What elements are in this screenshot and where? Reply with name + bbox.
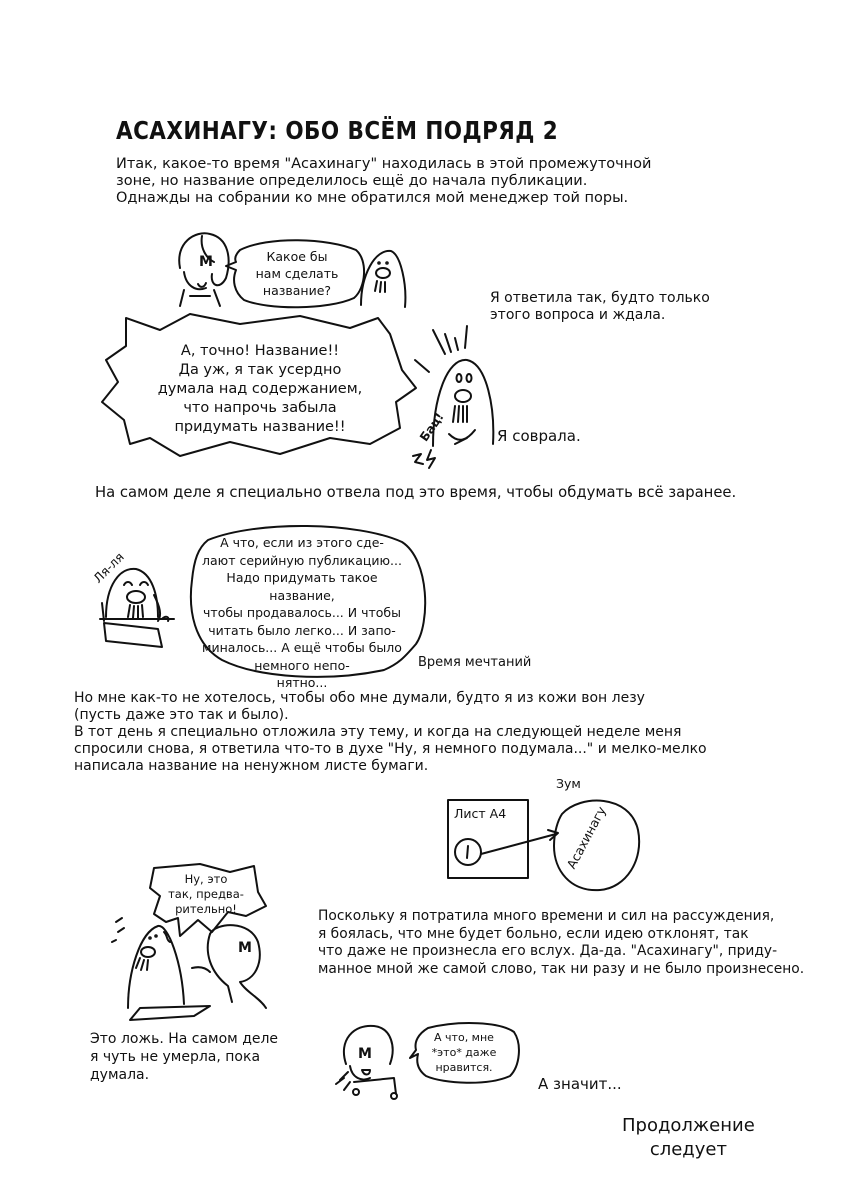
author-surprised-icon xyxy=(395,318,505,468)
author-character-icon xyxy=(355,245,410,310)
sheet-and-zoom-icon xyxy=(440,790,640,890)
manager-smiling-icon xyxy=(330,1020,420,1100)
middle-paragraph: Но мне как-то не хотелось, чтобы обо мне думали, будто я из кожи вон лезу (пусть даже это так и было). В тот день я специально отложила эту тему, и когда на следующей неделе меня спросили снова, я ответила что-то в духе "Ну, я немного подумала..." и мелко-мелко написала название на ненужном листе бумаги. xyxy=(74,690,707,774)
explanation-paragraph: Поскольку я потратила много времени и сил на рассуждения, я боялась, что мне будет больно, если идею отклонят, так что даже не произнесла его вслух. Да-да. "Асахинагу", приду- манное мной же самой слово, так ни разу и не было произнесено. xyxy=(318,908,805,977)
lala-sound-effect: Ля-ля xyxy=(90,549,127,586)
zoomed-title-text: Асахинагу xyxy=(563,803,609,872)
intro-paragraph: Итак, какое-то время "Асахинагу" находилась в этой промежуточной зоне, но название определилось ещё до начала публикации. Однажды на собрании ко мне обратился мой менеджер той поры. xyxy=(116,156,652,206)
preliminary-speech-bubble: Ну, это так, предва- рительно! xyxy=(168,872,244,916)
daydream-caption: Время мечтаний xyxy=(418,655,532,670)
shout-speech-bubble: А, точно! Название!! Да уж, я так усердно думала над содержанием, что напрочь забыла придумать название!! xyxy=(157,343,363,435)
lie-caption: Я соврала. xyxy=(497,427,581,445)
manager-label: M xyxy=(358,1046,372,1062)
zoom-label: Зум xyxy=(556,776,581,791)
sheet-label: Лист А4 xyxy=(454,806,507,821)
page-title: АСАХИНАГУ: ОБО ВСЁМ ПОДРЯД 2 xyxy=(116,116,559,145)
manager-label: M xyxy=(238,940,252,956)
daydream-thought-bubble: А что, если из этого сде- лают серийную публикацию... Надо придумать такое название, чтобы продавалось... И чтобы читать было легко... И запо- миналось... А ещё чтобы было немного непо- нятно... xyxy=(202,535,402,690)
lie-paragraph: Это ложь. На самом деле я чуть не умерла, пока думала. xyxy=(90,1031,279,1083)
reply-caption: Я ответила так, будто только этого вопроса и ждала. xyxy=(490,290,710,323)
manager-likes-speech-bubble: А что, мне *это* даже нравится. xyxy=(431,1031,497,1074)
truth-line: На самом деле я специально отвела под это время, чтобы обдумать всё заранее. xyxy=(95,484,737,501)
author-and-manager-icon xyxy=(110,912,270,1022)
therefore-caption: А значит... xyxy=(538,1075,622,1093)
manager-speech-bubble: Какое бы нам сделать название? xyxy=(255,249,339,298)
bang-sound-effect: Бац! xyxy=(417,410,447,444)
manager-label: M xyxy=(199,254,213,270)
to-be-continued: Продолжение следует xyxy=(622,1115,755,1160)
